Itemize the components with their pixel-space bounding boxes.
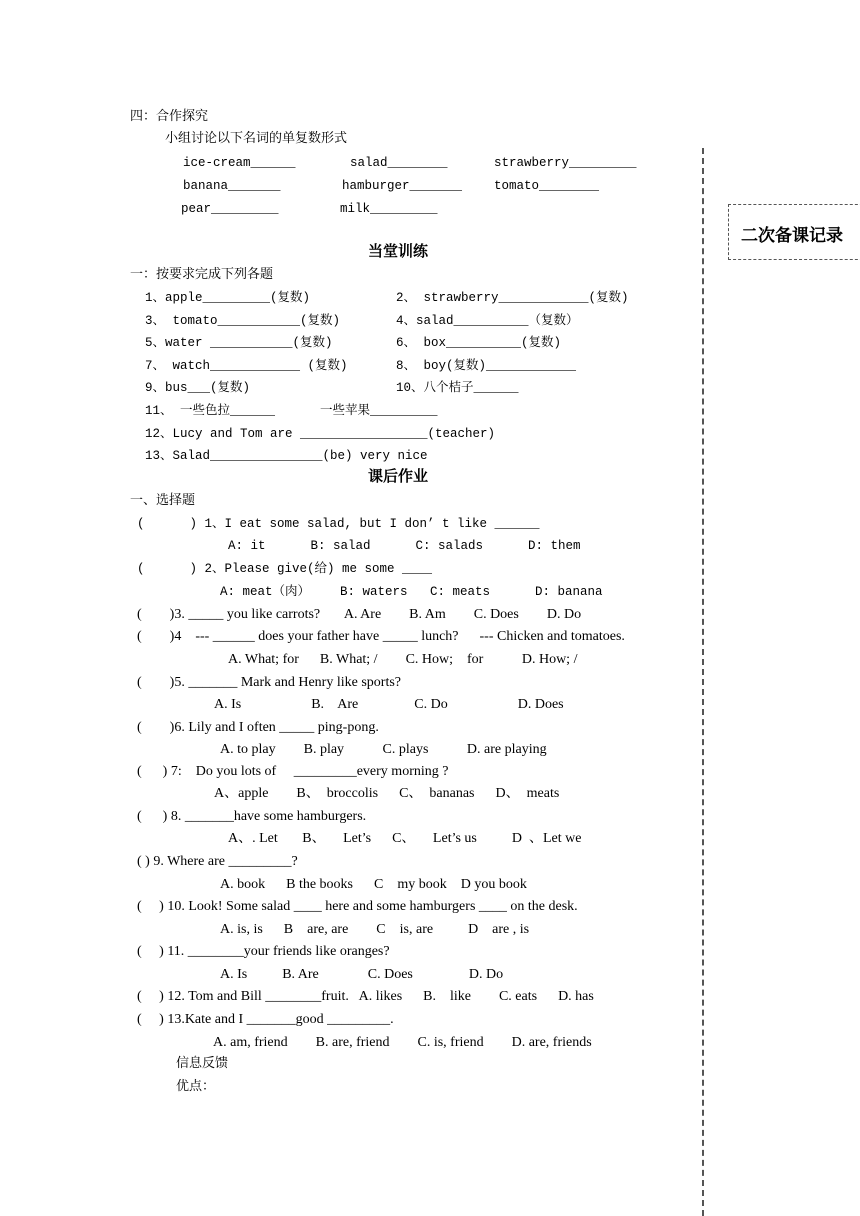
practice-item: 5、water ___________(复数) (145, 336, 333, 350)
options-line: A. Is B. Are C. Does D. Do (220, 967, 504, 982)
feedback-label: 信息反馈 (176, 1056, 229, 1071)
advantages-label: 优点： (176, 1079, 216, 1094)
question-line: ( ) 2、Please give(给) me some ____ (137, 562, 433, 576)
options-line: A. am, friend B. are, friend C. is, friend D. are, friends (213, 1035, 592, 1050)
question-line: ( ) 13.Kate and I _______good _________. (137, 1012, 394, 1027)
practice-instruction: 一：按要求完成下列各题 (130, 267, 274, 282)
practice-item: 7、 watch____________ (复数) (145, 359, 348, 373)
question-line: ( ) 9. Where are _________? (137, 854, 298, 869)
section4-intro: 小组讨论以下名词的单复数形式 (165, 131, 348, 146)
practice-item: 2、 strawberry____________(复数) (396, 291, 629, 305)
practice-item: 11、 一些色拉______ (145, 404, 276, 418)
options-line: A: it B: salad C: salads D: them (228, 539, 581, 553)
question-line: ( )3. _____ you like carrots? A. Are B. Am C. Does D. Do (137, 607, 582, 622)
options-line: A. Is B. Are C. Do D. Does (214, 697, 564, 712)
practice-item: 一些苹果_________ (320, 404, 438, 418)
question-line: ( ) 11. ________your friends like oranges? (137, 944, 390, 959)
practice-item: 6、 box__________(复数) (396, 336, 562, 350)
practice-item: 10、八个桔子______ (396, 381, 519, 395)
word-blank: pear_________ (181, 202, 279, 216)
word-blank: strawberry_________ (494, 156, 637, 170)
word-blank: milk_________ (340, 202, 438, 216)
practice-item: 9、bus___(复数) (145, 381, 251, 395)
options-line: A. is, is B are, are C is, are D are , is (220, 922, 530, 937)
word-blank: banana_______ (183, 179, 281, 193)
second-prep-note-label: 二次备课记录 (741, 226, 843, 246)
practice-item: 3、 tomato___________(复数) (145, 314, 341, 328)
practice-item: 12、Lucy and Tom are _________________(teacher) (145, 427, 496, 441)
question-line: ( )5. _______ Mark and Henry like sports? (137, 675, 402, 690)
question-line: ( )6. Lily and I often _____ ping-pong. (137, 720, 379, 735)
margin-divider (702, 148, 704, 1216)
practice-item: 13、Salad_______________(be) very nice (145, 449, 428, 463)
practice-item: 1、apple_________(复数) (145, 291, 311, 305)
options-line: A. book B the books C my book D you book (220, 877, 527, 892)
word-blank: tomato________ (494, 179, 600, 193)
word-blank: salad________ (350, 156, 448, 170)
practice-item: 8、 boy(复数)____________ (396, 359, 577, 373)
question-line: ( ) 8. _______have some hamburgers. (137, 809, 367, 824)
question-line: ( ) 1、I eat some salad, but I don’ t like ______ (137, 517, 540, 531)
homework-heading: 课后作业 (368, 467, 429, 485)
options-line: A. to play B. play C. plays D. are playing (220, 742, 547, 757)
question-line: ( ) 10. Look! Some salad ____ here and some hamburgers ____ on the desk. (137, 899, 578, 914)
section4-title: 四：合作探究 (130, 109, 209, 124)
question-line: ( ) 12. Tom and Bill ________fruit. A. likes B. like C. eats D. has (137, 989, 594, 1004)
word-blank: hamburger_______ (342, 179, 463, 193)
options-line: A. What; for B. What; / C. How; for D. How; / (228, 652, 578, 667)
practice-heading: 当堂训练 (368, 242, 429, 260)
second-prep-note-box (728, 204, 860, 260)
options-line: A: meat（肉） B: waters C: meats D: banana (220, 585, 603, 599)
practice-item: 4、salad__________（复数） (396, 314, 579, 328)
word-blank: ice-cream______ (183, 156, 296, 170)
options-line: A、. Let B、 Let’s C、 Let’s us D 、Let we (228, 831, 582, 846)
options-line: A、apple B、 broccolis C、 bananas D、 meats (214, 786, 560, 801)
question-line: ( ) 7: Do you lots of _________every morning ? (137, 764, 449, 779)
question-line: ( )4 --- ______ does your father have _____ lunch? --- Chicken and tomatoes. (137, 629, 625, 644)
homework-section-title: 一、选择题 (130, 493, 196, 508)
